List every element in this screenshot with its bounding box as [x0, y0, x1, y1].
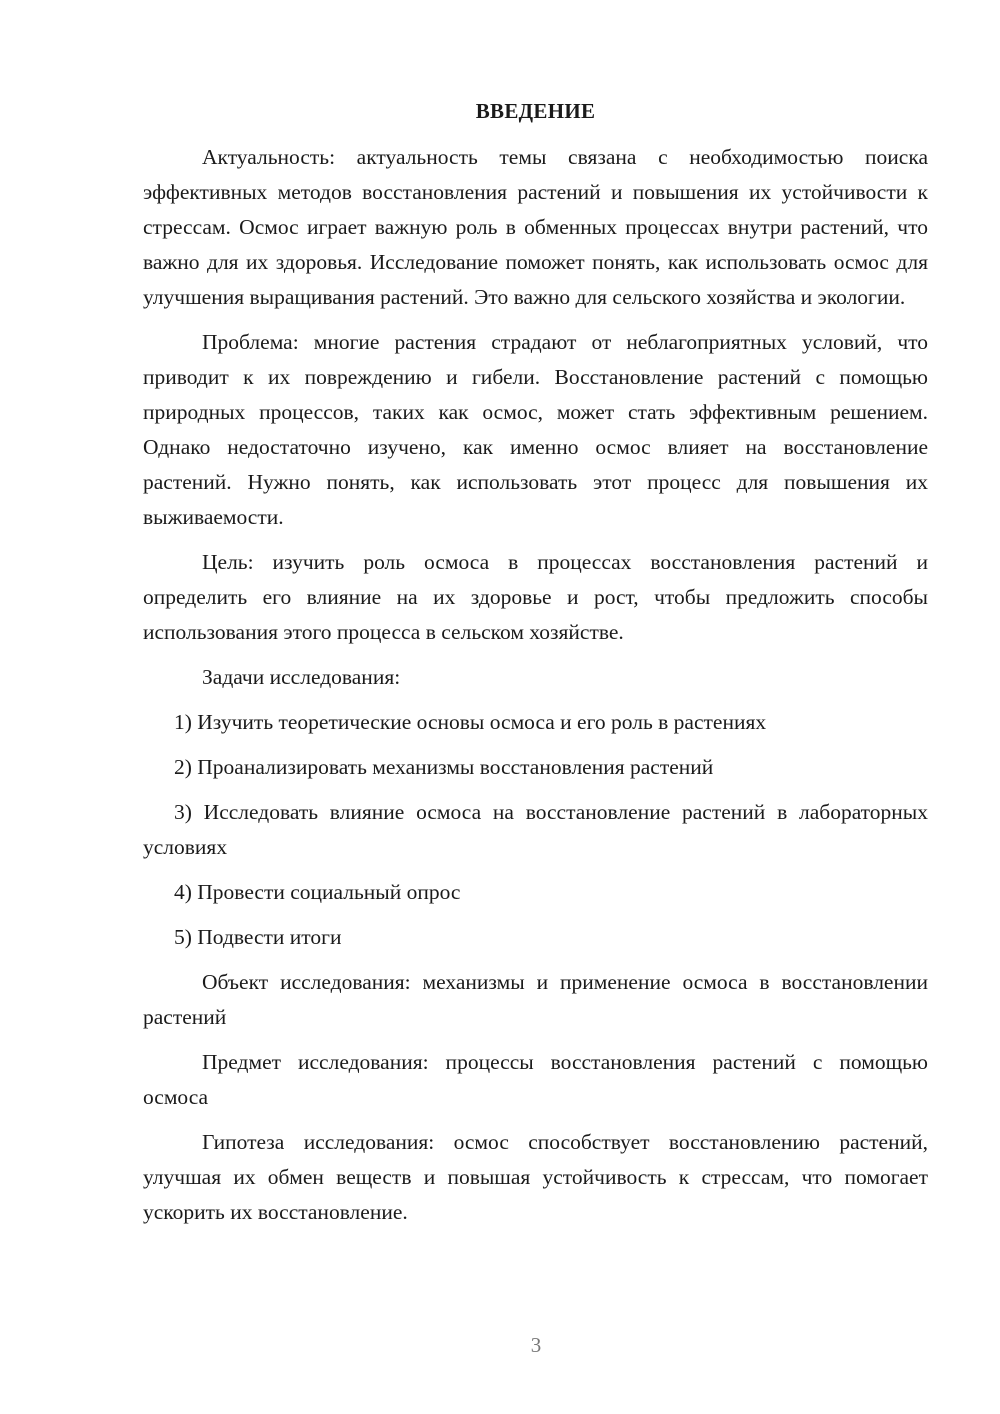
paragraph-object: Объект исследования: механизмы и применение осмоса в восстановлении растений	[143, 970, 928, 1029]
paragraph-hypothesis: Гипотеза исследования: осмос способствует восстановлению растений, улучшая их обмен веществ и повышая устойчивость к стрессам, что помогает ускорить их восстановление.	[143, 1130, 928, 1224]
paragraph-goal: Цель: изучить роль осмоса в процессах восстановления растений и определить его влияние на их здоровье и рост, чтобы предложить способы использования этого процесса в сельском хозяйстве.	[143, 550, 928, 644]
task-item: 1) Изучить теоретические основы осмоса и его роль в растениях	[174, 710, 767, 734]
task-item: 4) Провести социальный опрос	[174, 880, 461, 904]
task-item: 2) Проанализировать механизмы восстановления растений	[174, 755, 714, 779]
document-page	[143, 96, 928, 1240]
paragraph-relevance: Актуальность: актуальность темы связана с необходимостью поиска эффективных методов восстановления растений и повышения их устойчивости к стрессам. Осмос играет важную роль в обменных процессах внутри растений, что важно для их здоровья. Исследование поможет понять, как использовать осмос для улучшения выращивания растений. Это важно для сельского хозяйства и экологии.	[143, 145, 928, 309]
page-title: ВВЕДЕНИЕ	[475, 99, 596, 123]
paragraph-problem: Проблема: многие растения страдают от неблагоприятных условий, что приводит к их повреждению и гибели. Восстановление растений с помощью природных процессов, таких как осмос, может стать эффективным решением. Однако недостаточно изучено, как именно осмос влияет на восстановление растений. Нужно понять, как использовать этот процесс для повышения их выживаемости.	[143, 330, 928, 529]
task-item: 5) Подвести итоги	[174, 925, 342, 949]
task-item: 3) Исследовать влияние осмоса на восстановление растений в лабораторных условиях	[143, 800, 928, 859]
tasks-heading: Задачи исследования:	[202, 665, 401, 689]
page-number: 3	[530, 1333, 542, 1357]
paragraph-subject: Предмет исследования: процессы восстановления растений с помощью осмоса	[143, 1050, 928, 1109]
